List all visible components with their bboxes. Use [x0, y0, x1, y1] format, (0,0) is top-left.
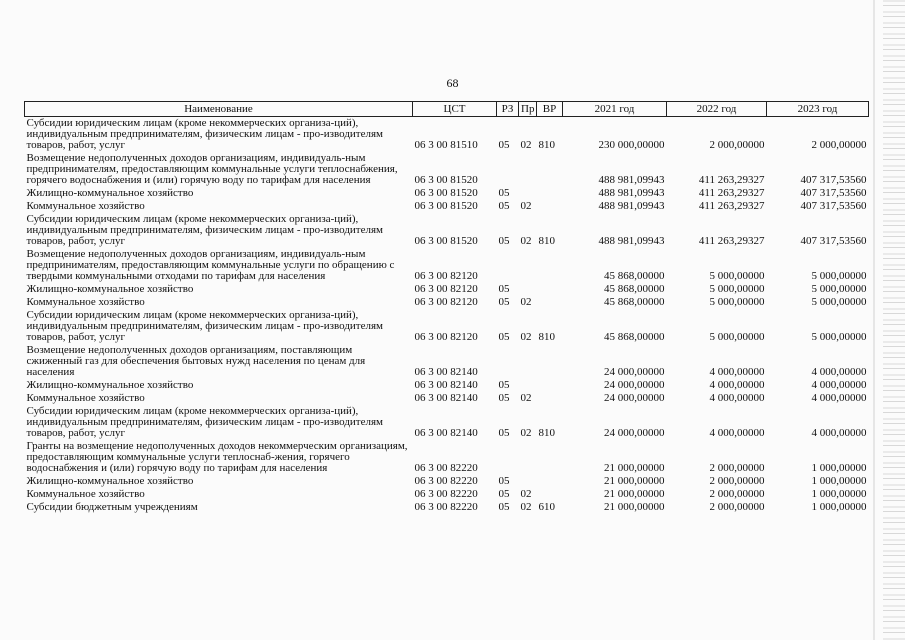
cell-pr — [519, 283, 537, 296]
cell-name: Коммунальное хозяйство — [26, 200, 145, 212]
table-row — [25, 117, 869, 153]
cell-vr — [537, 283, 563, 296]
cell-cst: 06 3 00 82120 — [414, 331, 478, 343]
cell-vr: 810 — [538, 235, 555, 247]
cell-y2021: 230 000,00000 — [598, 139, 665, 151]
cell-y2021: 488 981,09943 — [598, 200, 665, 212]
cell-y2021: 24 000,00000 — [604, 379, 665, 391]
cell-y2022: 4 000,00000 — [709, 392, 765, 404]
cell-pr: 02 — [520, 235, 532, 247]
cell-vr — [537, 187, 563, 200]
cell-pr: 02 — [520, 296, 532, 308]
cell-y2021: 488 981,09943 — [598, 174, 665, 186]
cell-name: Жилищно-коммунальное хозяйство — [26, 283, 194, 295]
cell-cst: 06 3 00 82120 — [414, 270, 478, 282]
cell-y2022: 2 000,00000 — [709, 462, 765, 474]
cell-name: Возмещение недополученных доходов организациям, индивидуаль-ным предпринимателям, предоставляющим коммунальные услуги по обращению с твердыми коммунальными отходами по тарифам для населения — [26, 248, 395, 282]
cell-y2021: 21 000,00000 — [604, 501, 665, 513]
cell-pr — [519, 344, 537, 379]
table-row — [25, 405, 869, 440]
page-number: 68 — [446, 76, 459, 90]
col-header-cst: ЦСТ — [413, 102, 497, 117]
table-row — [25, 187, 869, 200]
table-row — [25, 379, 869, 392]
cell-y2023: 5 000,00000 — [811, 296, 867, 308]
cell-cst: 06 3 00 82220 — [414, 488, 478, 500]
cell-pr: 02 — [520, 501, 532, 513]
cell-y2023: 2 000,00000 — [811, 139, 867, 151]
col-header-vr: ВР — [537, 102, 563, 117]
cell-cst: 06 3 00 82140 — [414, 427, 478, 439]
cell-pr — [519, 248, 537, 283]
table-row — [25, 248, 869, 283]
cell-y2023: 407 317,53560 — [800, 187, 867, 199]
cell-cst: 06 3 00 81520 — [414, 174, 478, 186]
cell-pr — [519, 475, 537, 488]
table-row — [25, 501, 869, 514]
table-row — [25, 475, 869, 488]
cell-y2022: 2 000,00000 — [709, 488, 765, 500]
col-header-name: Наименование — [25, 102, 413, 117]
cell-y2022: 411 263,29327 — [698, 174, 765, 186]
cell-pr — [519, 187, 537, 200]
cell-name: Возмещение недополученных доходов организациям, поставляющим сжиженный газ для обеспечения бытовых нужд населения по ценам для населения — [26, 344, 366, 378]
cell-cst: 06 3 00 82220 — [414, 501, 478, 513]
cell-cst: 06 3 00 82220 — [414, 475, 478, 487]
cell-rz: 05 — [498, 187, 510, 199]
table-row — [25, 309, 869, 344]
cell-y2023: 1 000,00000 — [811, 488, 867, 500]
cell-rz: 05 — [498, 379, 510, 391]
cell-y2023: 4 000,00000 — [811, 366, 867, 378]
cell-y2023: 5 000,00000 — [811, 283, 867, 295]
table-row — [25, 200, 869, 213]
cell-rz: 05 — [498, 427, 510, 439]
col-header-2021: 2021 год — [563, 102, 667, 117]
cell-name: Жилищно-коммунальное хозяйство — [26, 379, 194, 391]
cell-cst: 06 3 00 81520 — [414, 200, 478, 212]
cell-rz — [497, 344, 519, 379]
cell-vr — [537, 440, 563, 475]
cell-pr — [519, 152, 537, 187]
cell-y2022: 411 263,29327 — [698, 235, 765, 247]
cell-name: Субсидии юридическим лицам (кроме некоммерческих организа-ций), индивидуальным предпринимателям, физическим лицам - про-изводителям товаров, работ, услуг — [26, 213, 384, 247]
cell-rz: 05 — [498, 488, 510, 500]
cell-vr — [537, 248, 563, 283]
cell-pr: 02 — [520, 488, 532, 500]
cell-y2023: 407 317,53560 — [800, 174, 867, 186]
cell-pr — [519, 379, 537, 392]
cell-name: Коммунальное хозяйство — [26, 488, 145, 500]
cell-y2021: 488 981,09943 — [598, 235, 665, 247]
cell-y2021: 21 000,00000 — [604, 462, 665, 474]
cell-y2023: 407 317,53560 — [800, 235, 867, 247]
scan-edge-line — [873, 0, 875, 640]
cell-name: Субсидии юридическим лицам (кроме некоммерческих организа-ций), индивидуальным предпринимателям, физическим лицам - про-изводителям товаров, работ, услуг — [26, 309, 384, 343]
cell-pr — [519, 440, 537, 475]
cell-pr: 02 — [520, 331, 532, 343]
col-header-2022: 2022 год — [667, 102, 767, 117]
cell-y2022: 2 000,00000 — [709, 139, 765, 151]
cell-name: Жилищно-коммунальное хозяйство — [26, 475, 194, 487]
cell-name: Субсидии юридическим лицам (кроме некоммерческих организа-ций), индивидуальным предпринимателям, физическим лицам - про-изводителям товаров, работ, услуг — [26, 405, 384, 439]
table-row — [25, 296, 869, 309]
cell-rz — [497, 152, 519, 187]
col-header-pr: Пр — [519, 102, 537, 117]
cell-cst: 06 3 00 82140 — [414, 392, 478, 404]
cell-y2023: 407 317,53560 — [800, 200, 867, 212]
cell-cst: 06 3 00 82120 — [414, 296, 478, 308]
cell-vr — [537, 379, 563, 392]
cell-rz: 05 — [498, 331, 510, 343]
cell-y2022: 411 263,29327 — [698, 200, 765, 212]
cell-cst: 06 3 00 82120 — [414, 283, 478, 295]
cell-y2021: 45 868,00000 — [604, 270, 665, 282]
table-row — [25, 392, 869, 405]
table-row — [25, 213, 869, 248]
col-header-2023: 2023 год — [767, 102, 869, 117]
cell-pr: 02 — [520, 200, 532, 212]
table-row — [25, 152, 869, 187]
cell-y2022: 5 000,00000 — [709, 296, 765, 308]
cell-rz: 05 — [498, 283, 510, 295]
cell-y2021: 21 000,00000 — [604, 475, 665, 487]
budget-table — [24, 101, 869, 514]
cell-y2022: 4 000,00000 — [709, 427, 765, 439]
cell-vr: 810 — [538, 139, 555, 151]
cell-y2023: 1 000,00000 — [811, 475, 867, 487]
cell-name: Жилищно-коммунальное хозяйство — [26, 187, 194, 199]
cell-y2021: 45 868,00000 — [604, 283, 665, 295]
cell-rz: 05 — [498, 235, 510, 247]
cell-cst: 06 3 00 81520 — [414, 235, 478, 247]
cell-y2022: 5 000,00000 — [709, 270, 765, 282]
cell-y2022: 2 000,00000 — [709, 475, 765, 487]
cell-rz: 05 — [498, 139, 510, 151]
cell-y2022: 4 000,00000 — [709, 366, 765, 378]
cell-vr: 810 — [538, 331, 555, 343]
cell-name: Возмещение недополученных доходов организациям, индивидуаль-ным предпринимателям, предоставляющим коммунальные услуги теплоснабжения, горячего водоснабжения и (или) горячую воду по тарифам для населения — [26, 152, 398, 186]
table-row — [25, 440, 869, 475]
cell-y2021: 45 868,00000 — [604, 331, 665, 343]
cell-pr: 02 — [520, 139, 532, 151]
cell-name: Субсидии бюджетным учреждениям — [26, 501, 198, 513]
cell-rz: 05 — [498, 296, 510, 308]
cell-rz: 05 — [498, 475, 510, 487]
cell-vr — [537, 392, 563, 405]
cell-cst: 06 3 00 81510 — [414, 139, 478, 151]
cell-vr — [537, 200, 563, 213]
cell-name: Гранты на возмещение недополученных доходов некоммерческим организациям, предоставляющим коммунальные услуги теплоснаб-жения, горячего водоснабжения и (или) горячую воду по тарифам для населения — [26, 440, 408, 474]
cell-y2022: 411 263,29327 — [698, 187, 765, 199]
cell-rz: 05 — [498, 392, 510, 404]
cell-y2023: 1 000,00000 — [811, 462, 867, 474]
cell-name: Коммунальное хозяйство — [26, 296, 145, 308]
cell-y2022: 2 000,00000 — [709, 501, 765, 513]
cell-y2021: 21 000,00000 — [604, 488, 665, 500]
table-row — [25, 488, 869, 501]
cell-vr: 610 — [538, 501, 555, 513]
cell-vr: 810 — [538, 427, 555, 439]
table-header-row — [25, 102, 869, 117]
table-row — [25, 344, 869, 379]
cell-y2021: 24 000,00000 — [604, 392, 665, 404]
cell-y2021: 488 981,09943 — [598, 187, 665, 199]
cell-cst: 06 3 00 82140 — [414, 366, 478, 378]
cell-vr — [537, 488, 563, 501]
cell-y2021: 24 000,00000 — [604, 427, 665, 439]
cell-y2022: 4 000,00000 — [709, 379, 765, 391]
cell-pr: 02 — [520, 427, 532, 439]
cell-rz: 05 — [498, 501, 510, 513]
cell-pr: 02 — [520, 392, 532, 404]
cell-vr — [537, 475, 563, 488]
cell-y2022: 5 000,00000 — [709, 283, 765, 295]
cell-rz — [497, 440, 519, 475]
cell-y2023: 4 000,00000 — [811, 427, 867, 439]
cell-y2023: 4 000,00000 — [811, 379, 867, 391]
cell-y2022: 5 000,00000 — [709, 331, 765, 343]
cell-y2023: 5 000,00000 — [811, 270, 867, 282]
cell-vr — [537, 344, 563, 379]
cell-y2023: 5 000,00000 — [811, 331, 867, 343]
scan-edge-noise — [883, 0, 905, 640]
cell-vr — [537, 152, 563, 187]
cell-cst: 06 3 00 82220 — [414, 462, 478, 474]
cell-cst: 06 3 00 82140 — [414, 379, 478, 391]
cell-y2021: 24 000,00000 — [604, 366, 665, 378]
cell-y2023: 4 000,00000 — [811, 392, 867, 404]
cell-y2021: 45 868,00000 — [604, 296, 665, 308]
cell-name: Коммунальное хозяйство — [26, 392, 145, 404]
table-row — [25, 283, 869, 296]
cell-rz: 05 — [498, 200, 510, 212]
col-header-rz: РЗ — [497, 102, 519, 117]
cell-vr — [537, 296, 563, 309]
cell-name: Субсидии юридическим лицам (кроме некоммерческих организа-ций), индивидуальным предпринимателям, физическим лицам - про-изводителям товаров, работ, услуг — [26, 117, 384, 151]
cell-y2023: 1 000,00000 — [811, 501, 867, 513]
cell-cst: 06 3 00 81520 — [414, 187, 478, 199]
cell-rz — [497, 248, 519, 283]
